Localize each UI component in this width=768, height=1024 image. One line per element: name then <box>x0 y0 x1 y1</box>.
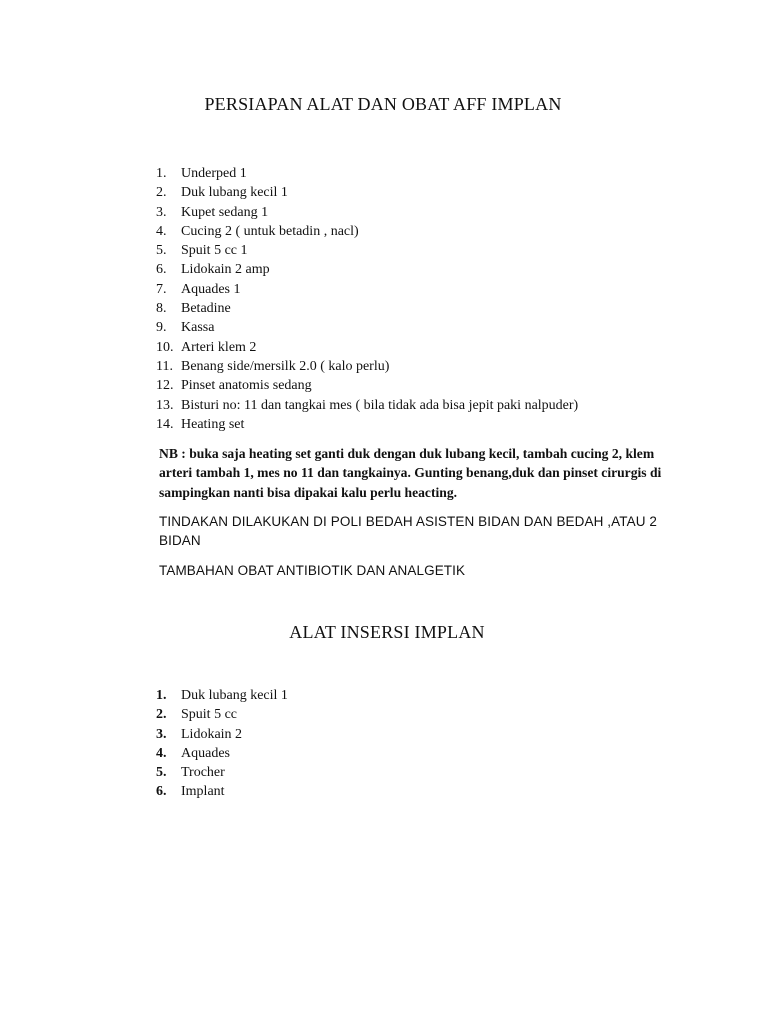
list-item <box>156 686 288 705</box>
section-title: ALAT INSERSI IMPLAN <box>289 622 485 642</box>
list-number: 10. <box>156 339 174 355</box>
list-item-text: Arteri klem 2 <box>181 339 257 355</box>
list-item <box>156 318 578 337</box>
list-number: 13. <box>156 397 174 413</box>
list-item <box>156 357 578 376</box>
list-item-text: Duk lubang kecil 1 <box>181 185 288 201</box>
list-item-text: Bisturi no: 11 dan tangkai mes ( bila tidak ada bisa jepit paki nalpuder) <box>181 397 579 413</box>
nb-note: NB : buka saja heating set ganti duk dengan duk lubang kecil, tambah cucing 2, klem arteri tambah 1, mes no 11 dan tangkainya. Gunting benang,duk dan pinset cirurgis di sampingkan nanti bisa dipakai kalu perlu heacting. <box>159 446 662 500</box>
list-item <box>156 164 578 183</box>
list-number: 5. <box>156 243 167 259</box>
list-item <box>156 725 288 744</box>
list-number: 11. <box>156 358 173 374</box>
list-item-text: Spuit 5 cc 1 <box>181 243 248 259</box>
list-item-text: Duk lubang kecil 1 <box>181 688 288 703</box>
list-number: 3. <box>156 726 167 742</box>
list-number: 12. <box>156 378 174 394</box>
list-number: 14. <box>156 416 174 432</box>
list-number: 6. <box>156 784 167 800</box>
list-item-text: Betadine <box>181 301 231 317</box>
list-item <box>156 376 578 395</box>
list-item <box>156 763 288 782</box>
list-item <box>156 338 578 357</box>
list-number: 3. <box>156 204 167 220</box>
list-item-text: Lidokain 2 amp <box>181 262 270 278</box>
list-item-text: Pinset anatomis sedang <box>181 378 312 394</box>
list-item <box>156 260 578 279</box>
list-item-text: Benang side/mersilk 2.0 ( kalo perlu) <box>181 358 390 374</box>
list-item <box>156 396 578 415</box>
list-number: 8. <box>156 301 167 317</box>
list-item-text: Lidokain 2 <box>181 726 243 742</box>
list-number: 4. <box>156 223 167 239</box>
list-item <box>156 241 578 260</box>
list-number: 7. <box>156 281 167 297</box>
list-item <box>156 705 288 724</box>
tambahan-note: TAMBAHAN OBAT ANTIBIOTIK DAN ANALGETIK <box>159 563 466 578</box>
list-item-text: Trocher <box>181 765 225 781</box>
list-item <box>156 222 578 241</box>
list-item <box>156 415 578 434</box>
aff-implan-list <box>156 164 578 434</box>
list-number: 5. <box>156 765 167 781</box>
list-item-text: Kupet sedang 1 <box>181 204 269 220</box>
list-item <box>156 203 578 222</box>
list-item-text: Underped 1 <box>181 166 247 181</box>
tindakan-note: TINDAKAN DILAKUKAN DI POLI BEDAH ASISTEN BIDAN DAN BEDAH ,ATAU 2 BIDAN <box>159 514 658 549</box>
list-item <box>156 299 578 318</box>
list-number: 2. <box>156 185 167 201</box>
list-item-text: Implant <box>181 784 225 800</box>
page-title: PERSIAPAN ALAT DAN OBAT AFF IMPLAN <box>204 94 562 114</box>
list-item-text: Kassa <box>181 320 215 336</box>
list-number: 2. <box>156 707 167 723</box>
list-item-text: Aquades 1 <box>181 281 241 297</box>
insersi-implan-list <box>156 686 288 802</box>
list-item-text: Spuit 5 cc <box>181 707 237 723</box>
list-item <box>156 782 288 801</box>
list-item-text: Heating set <box>181 416 245 432</box>
list-item <box>156 183 578 202</box>
list-item-text: Aquades <box>181 745 230 761</box>
list-number: 1. <box>156 688 167 703</box>
list-item <box>156 280 578 299</box>
list-item <box>156 744 288 763</box>
list-number: 9. <box>156 320 167 336</box>
list-number: 1. <box>156 166 167 181</box>
list-number: 6. <box>156 262 167 278</box>
list-number: 4. <box>156 745 167 761</box>
list-item-text: Cucing 2 ( untuk betadin , nacl) <box>181 223 359 239</box>
